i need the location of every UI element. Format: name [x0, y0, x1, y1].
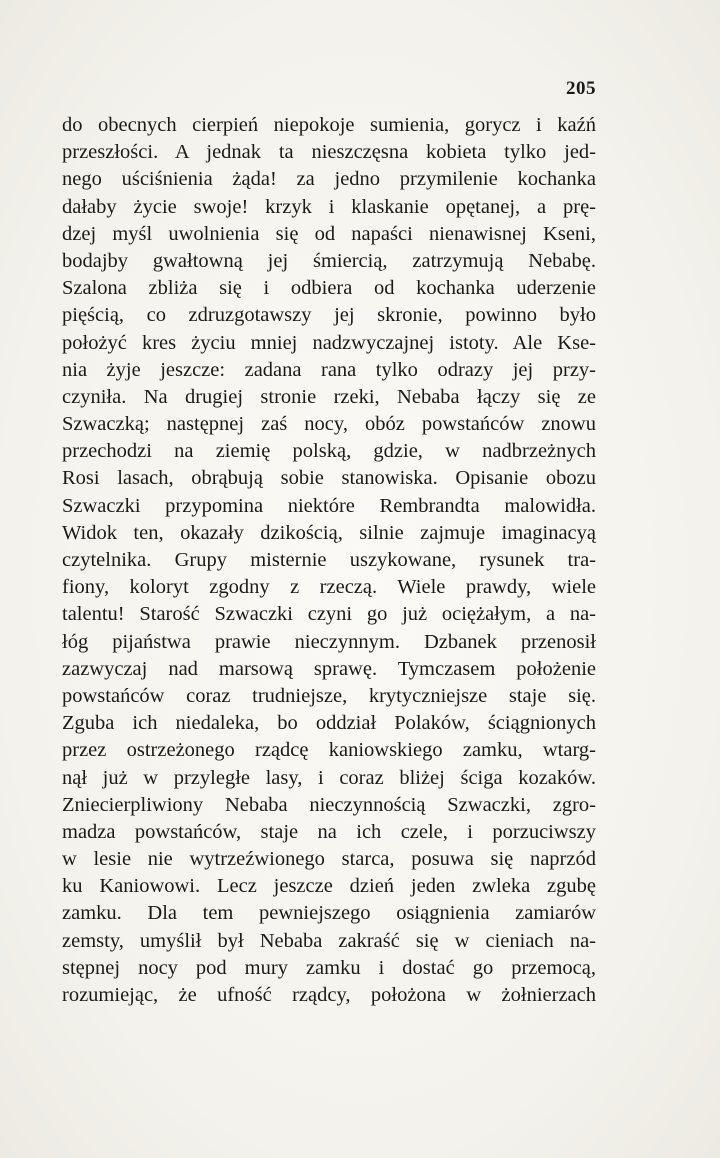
- body-text: [62, 112, 596, 1009]
- text-line: dzej myśl uwolnienia się od napaści nienawisnej Kseni,: [62, 222, 596, 245]
- text-line: przechodzi na ziemię polską, gdzie, w nadbrzeżnych: [62, 440, 596, 463]
- text-line: rozumiejąc, że ufność rządcy, położona w żołnierzach: [62, 984, 596, 1006]
- text-line: Rosi lasach, obrąbują sobie stanowiska. Opisanie obozu: [62, 467, 596, 490]
- text-line: pięścią, co zdruzgotawszy jej skronie, powinno było: [62, 304, 596, 327]
- text-line: w lesie nie wytrzeźwionego starca, posuwa się naprzód: [62, 848, 596, 871]
- text-line: madza powstańców, staje na ich czele, i porzuciwszy: [62, 820, 596, 843]
- text-line: nął już w przyległe lasy, i coraz bliżej ściga kozaków.: [62, 766, 596, 789]
- text-line: nego uściśnienia żąda! za jedno przymilenie kochanka: [62, 168, 596, 191]
- text-line: Szalona zbliża się i odbiera od kochanka uderzenie: [62, 277, 596, 300]
- text-line: Szwaczką; następnej zaś nocy, obóz powstańców znowu: [62, 413, 596, 436]
- text-line: czytelnika. Grupy misternie uszykowane, rysunek tra-: [62, 549, 596, 571]
- text-line: bodajby gwałtowną jej śmiercią, zatrzymują Nebabę.: [62, 249, 596, 272]
- text-line: stępnej nocy pod mury zamku i dostać go przemocą,: [62, 956, 596, 979]
- text-line: ku Kaniowowi. Lecz jeszcze dzień jeden zwleka zgubę: [62, 875, 596, 898]
- text-line: czyniła. Na drugiej stronie rzeki, Nebaba łączy się ze: [62, 385, 596, 408]
- text-line: Zguba ich niedaleka, bo oddział Polaków, ściągnionych: [62, 712, 596, 735]
- text-line: Szwaczki przypomina niektóre Rembrandta malowidła.: [62, 494, 596, 517]
- text-line: nia żyje jeszcze: zadana rana tylko odrazy jej przy-: [62, 358, 596, 381]
- text-line: zemsty, umyślił był Nebaba zakraść się w cieniach na-: [62, 929, 596, 952]
- text-line: Widok ten, okazały dzikością, silnie zajmuje imaginacyą: [62, 521, 596, 544]
- text-line: do obecnych cierpień niepokoje sumienia, gorycz i kaźń: [62, 114, 596, 136]
- text-line: łóg pijaństwa prawie nieczynnym. Dzbanek przenosił: [62, 630, 596, 653]
- text-line: przez ostrzeżonego rządcę kaniowskiego zamku, wtarg-: [62, 739, 596, 762]
- text-line: fiony, koloryt zgodny z rzeczą. Wiele prawdy, wiele: [62, 576, 596, 599]
- text-line: powstańców coraz trudniejsze, krytyczniejsze staje się.: [62, 684, 596, 707]
- text-line: Zniecierpliwiony Nebaba nieczynnością Szwaczki, zgro-: [62, 793, 596, 816]
- text-line: talentu! Starość Szwaczki czyni go już ociężałym, a na-: [62, 603, 596, 626]
- page-number: 205: [566, 78, 596, 99]
- text-line: dałaby życie swoje! krzyk i klaskanie opętanej, a prę-: [62, 195, 596, 218]
- text-line: zazwyczaj nad marsową sprawę. Tymczasem położenie: [62, 657, 596, 680]
- text-line: przeszłości. A jednak ta nieszczęsna kobieta tylko jed-: [62, 141, 596, 164]
- text-line: położyć kres życiu mniej nadzwyczajnej istoty. Ale Kse-: [62, 331, 596, 354]
- text-line: zamku. Dla tem pewniejszego osiągnienia zamiarów: [62, 902, 596, 925]
